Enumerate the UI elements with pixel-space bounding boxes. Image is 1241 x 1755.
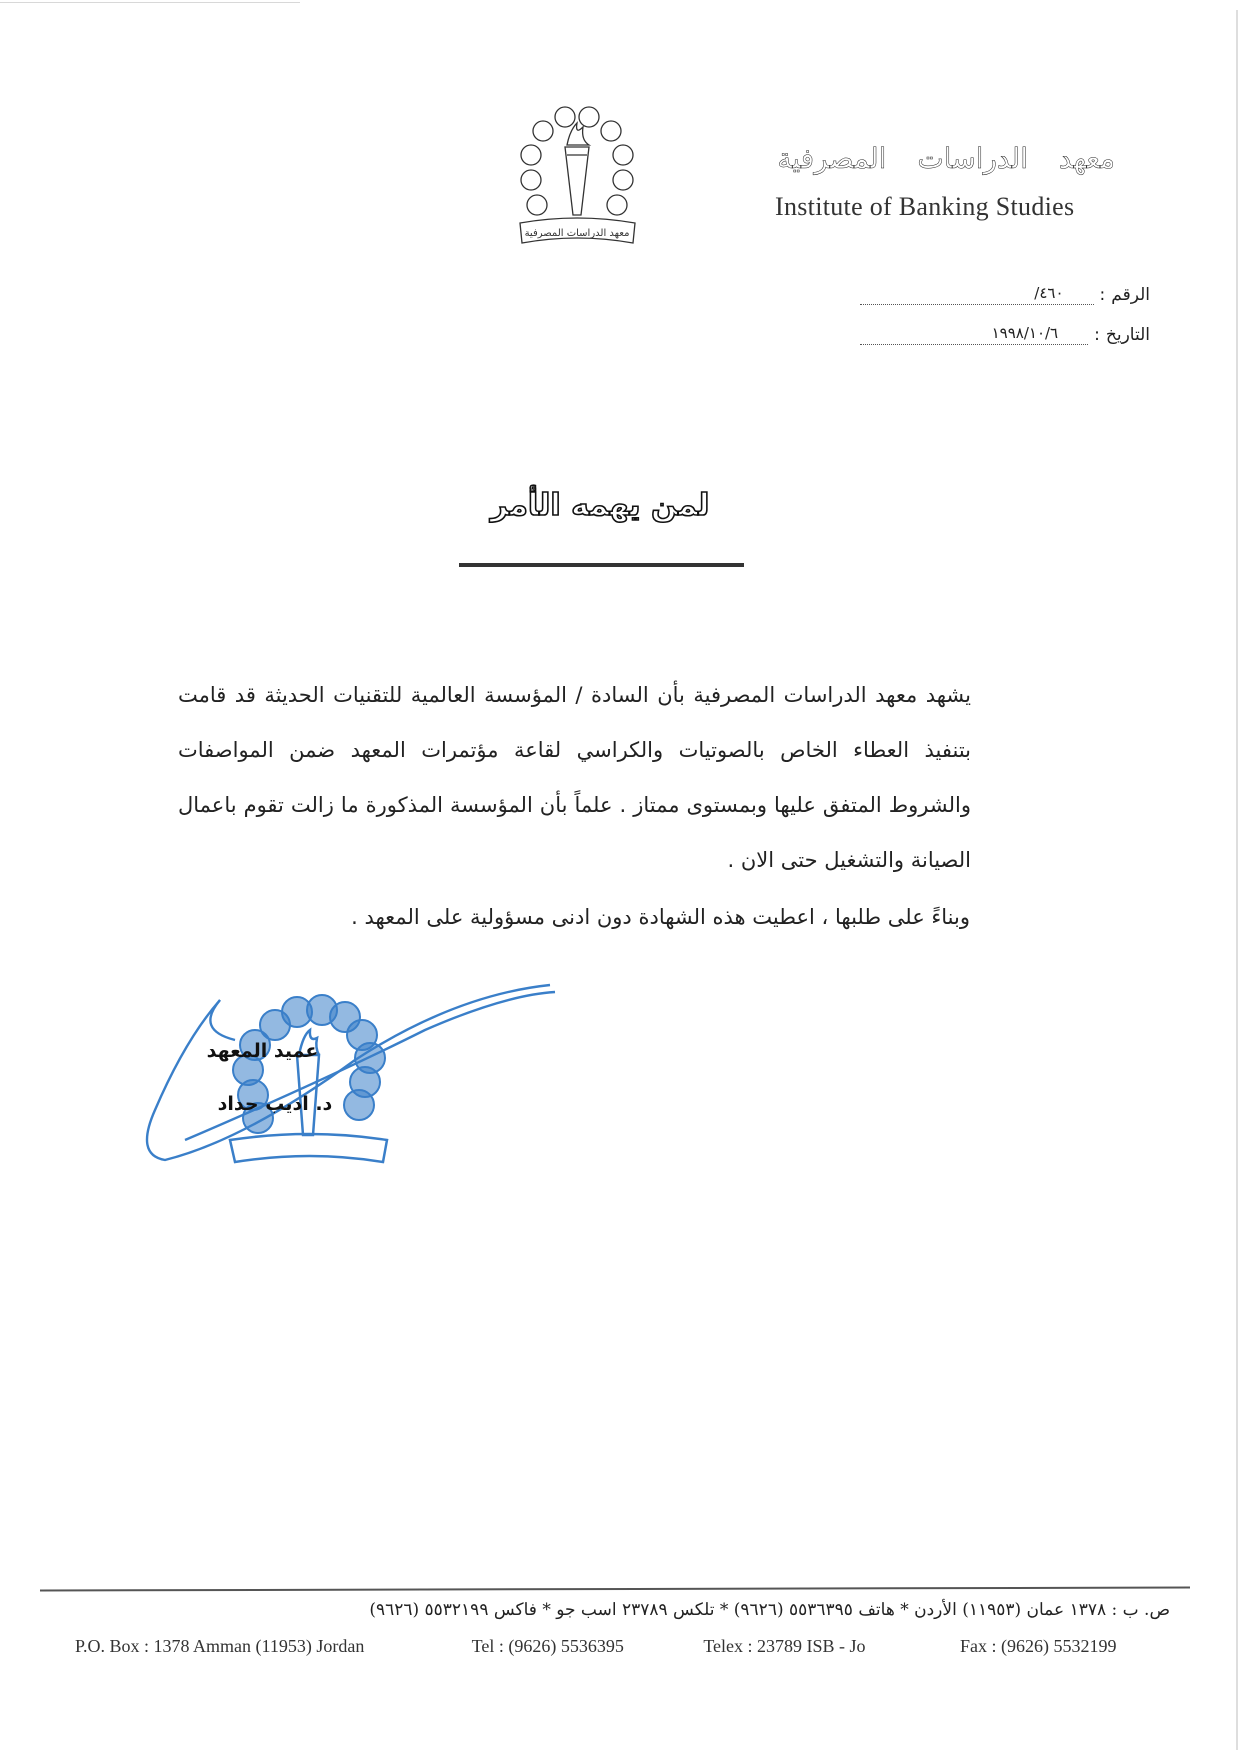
date-label: التاريخ [1105,325,1150,345]
date-value: ١٩٩٨/١٠/٦ [991,324,1059,342]
colon: : [1099,285,1106,305]
scan-edge [1236,10,1238,1750]
svg-text:معهد الدراسات المصرفية: معهد الدراسات المصرفية [524,228,630,239]
institute-logo-icon [515,105,640,255]
footer-address-english [75,1636,1175,1657]
letter-body: يشهد معهد الدراسات المصرفية بأن السادة / المؤسسة العالمية للتقنيات الحديثة قد قامت بتنفيذ العطاء الخاص بالصوتيات والكراسي لقاعة مؤتمرات المعهد ضمن المواصفات والشروط المتفق عليها وبمستوى ممتاز . علماً بأن المؤسسة المذكورة ما زالت تقوم باعمال الصيانة والتشغيل حتى الان . [178,683,971,872]
footer-po-box: P.O. Box : 1378 Amman (11953) Jordan [75,1636,365,1656]
colon: : [1094,325,1100,345]
letter-title: لمن يهمه الأمر [490,488,710,523]
footer-telex: Telex : 23789 ISB - Jo [703,1636,866,1656]
reference-number-row [860,282,1150,305]
reference-number-value: ٤٦٠/ [1034,284,1064,302]
signatory-name: د. اديب حداد [217,1093,333,1115]
reference-number-label: الرقم [1111,285,1150,305]
date-line [860,322,1088,345]
footer-divider [40,1586,1190,1591]
institution-name-english: Institute of Banking Studies [775,192,1075,221]
footer-tel: Tel : (9626) 5536395 [471,1636,624,1656]
signatory-title: عميد المعهد [206,1040,319,1062]
title-underline [459,563,744,567]
signature-stamp-icon [125,970,565,1190]
scan-edge [0,2,300,3]
footer-address-arabic: ص. ب : ١٣٧٨ عمان (١١٩٥٣) الأردن * هاتف ٥٥٣٦٣٩٥ (٩٦٢٦) * تلكس ٢٣٧٨٩ اسب جو * فاكس ٥٥٣٢١٩٩ (٩٦٢٦) [369,1600,1170,1620]
date-row [860,322,1150,345]
institution-name-arabic: معهد الدراسات المصرفية [777,142,1115,175]
reference-number-line [860,282,1094,305]
footer-fax: Fax : (9626) 5532199 [959,1636,1117,1656]
letter-closing: وبناءً على طلبها ، اعطيت هذه الشهادة دون ادنى مسؤولية على المعهد . [351,905,970,929]
